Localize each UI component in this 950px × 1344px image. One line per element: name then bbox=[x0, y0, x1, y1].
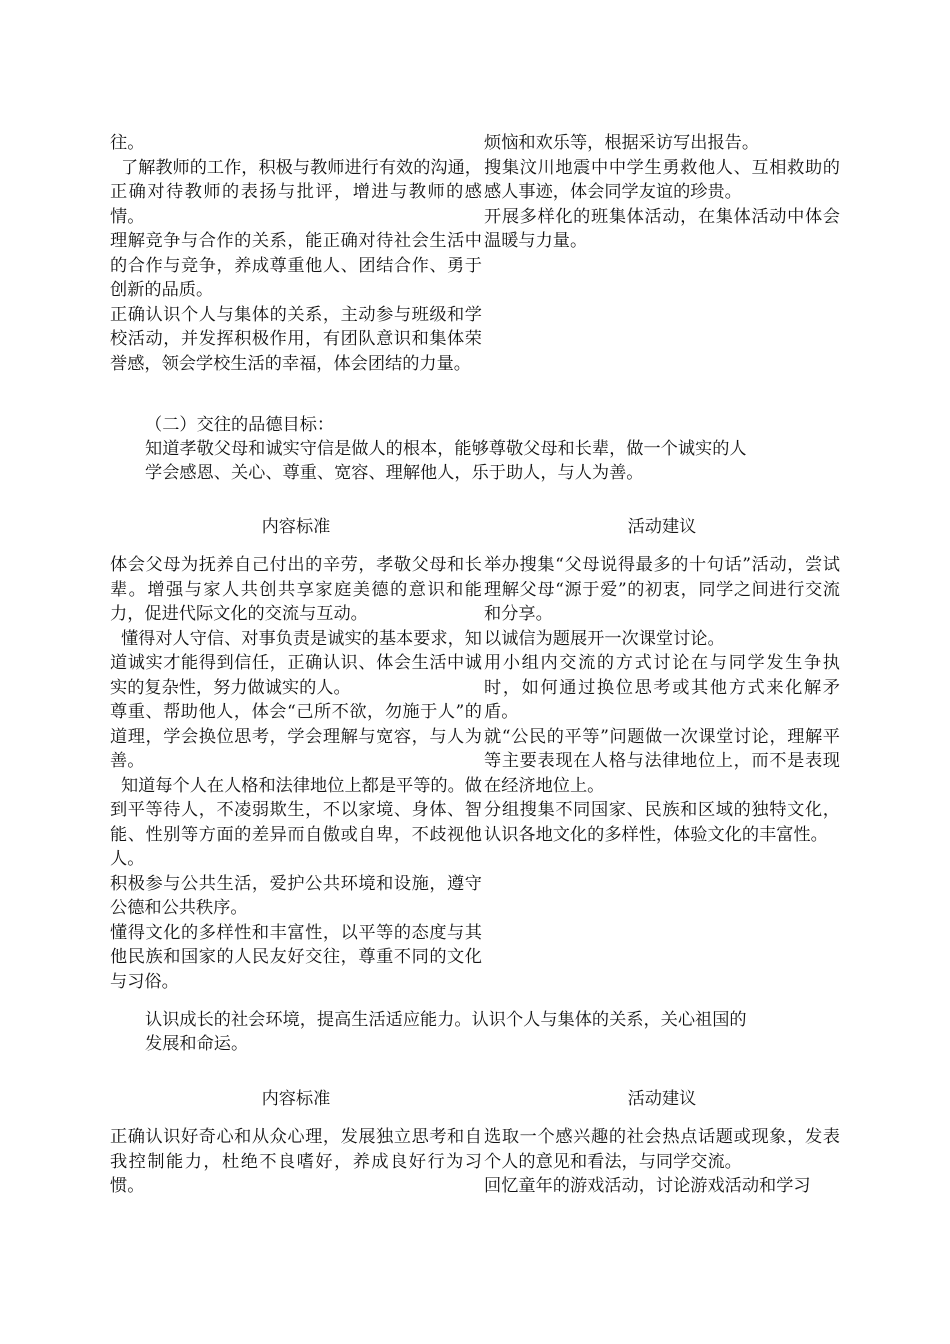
paragraph: 正确认识好奇心和从众心理，发展独立思考和自我控制能力，杜绝不良嗜好，养成良好行为习惯。 bbox=[110, 1127, 482, 1196]
paragraph: 回忆童年的游戏活动，讨论游戏活动和学习 bbox=[484, 1176, 811, 1196]
paragraph: 知道每个人在人格和法律地位上都是平等的。做到平等待人，不凌弱欺生，不以家境、身体、智能、性别等方面的差异而自傲或自卑，不歧视他人。 bbox=[110, 775, 482, 869]
column-header-activity-suggestions: 活动建议 bbox=[627, 517, 697, 537]
section2-heading: （二）交往的品德目标： bbox=[145, 415, 335, 435]
section2-goal-line: 学会感恩、关心、尊重、宽容、理解他人，乐于助人，与人为善。 bbox=[145, 463, 644, 483]
section3-goal-line: 认识成长的社会环境，提高生活适应能力。认识个人与集体的关系，关心祖国的 bbox=[145, 1010, 747, 1030]
section3-activity-suggestions bbox=[484, 1125, 840, 1199]
paragraph: 往。 bbox=[110, 133, 145, 153]
paragraph: 正确认识个人与集体的关系，主动参与班级和学校活动，并发挥积极作用，有团队意识和集体荣誉感，领会学校生活的幸福，体会团结的力量。 bbox=[110, 304, 482, 374]
paragraph: 积极参与公共生活，爱护公共环境和设施，遵守公德和公共秩序。 bbox=[110, 873, 482, 918]
section1-activity-suggestions bbox=[484, 131, 840, 254]
section2-goal-line: 知道孝敬父母和诚实守信是做人的根本，能够尊敬父母和长辈，做一个诚实的人 bbox=[145, 439, 747, 459]
paragraph: 举办搜集“父母说得最多的十句话”活动，尝试理解父母“源于爱”的初衷，同学之间进行交流和分享。 bbox=[484, 555, 840, 624]
paragraph: 分组搜集不同国家、民族和区域的独特文化，认识各地文化的多样性，体验文化的丰富性。 bbox=[484, 800, 840, 845]
section2-content-standards bbox=[110, 553, 482, 994]
section3-goal-line: 发展和命运。 bbox=[145, 1034, 249, 1054]
paragraph: 懂得对人守信、对事负责是诚实的基本要求，知道诚实才能得到信任，正确认识、体会生活中诚实的复杂性，努力做诚实的人。 bbox=[110, 628, 482, 698]
paragraph: 选取一个感兴趣的社会热点话题或现象，发表个人的意见和看法，与同学交流。 bbox=[484, 1127, 840, 1172]
paragraph: 尊重、帮助他人，体会“己所不欲，勿施于人”的道理，学会换位思考，学会理解与宽容，与人为善。 bbox=[110, 702, 482, 771]
paragraph: 了解教师的工作，积极与教师进行有效的沟通，正确对待教师的表扬与批评，增进与教师的感情。 bbox=[110, 157, 482, 227]
column-header-activity-suggestions: 活动建议 bbox=[627, 1089, 697, 1109]
paragraph: 懂得文化的多样性和丰富性，以平等的态度与其他民族和国家的人民友好交往，尊重不同的文化与习俗。 bbox=[110, 922, 482, 992]
section3-content-standards bbox=[110, 1125, 482, 1199]
paragraph: 搜集汶川地震中中学生勇救他人、互相救助的感人事迹，体会同学友谊的珍贵。 bbox=[484, 157, 840, 202]
paragraph: 就“公民的平等”问题做一次课堂讨论，理解平等主要表现在人格与法律地位上，而不是表现在经济地位上。 bbox=[484, 726, 840, 796]
paragraph: 理解竞争与合作的关系，能正确对待社会生活中的合作与竞争，养成尊重他人、团结合作、勇于创新的品质。 bbox=[110, 231, 482, 300]
section1-content-standards bbox=[110, 131, 482, 376]
paragraph: 开展多样化的班集体活动，在集体活动中体会温暖与力量。 bbox=[484, 206, 840, 251]
paragraph: 以诚信为题展开一次课堂讨论。 bbox=[484, 628, 725, 649]
paragraph: 体会父母为抚养自己付出的辛劳，孝敬父母和长辈。增强与家人共创共享家庭美德的意识和能力，促进代际文化的交流与互动。 bbox=[110, 555, 482, 624]
paragraph: 用小组内交流的方式讨论在与同学发生争执时，如何通过换位思考或其他方式来化解矛盾。 bbox=[484, 653, 840, 722]
section2-activity-suggestions bbox=[484, 553, 840, 847]
paragraph: 烦恼和欢乐等，根据采访写出报告。 bbox=[484, 133, 760, 153]
column-header-content-standards: 内容标准 bbox=[261, 517, 331, 537]
column-header-content-standards: 内容标准 bbox=[261, 1089, 331, 1109]
